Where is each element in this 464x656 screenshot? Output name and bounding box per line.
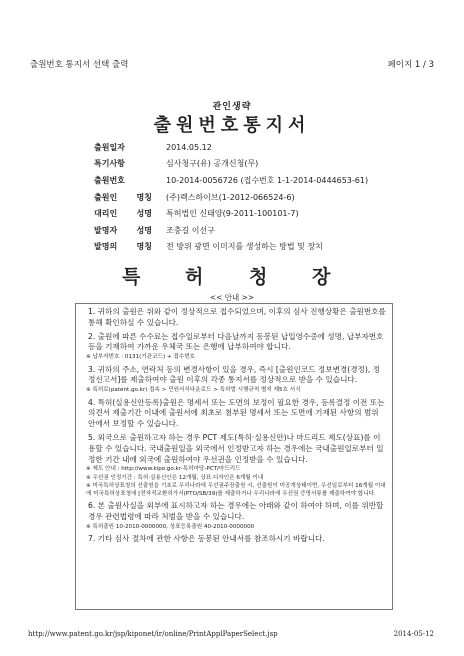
office-char: 청 (249, 266, 268, 288)
info-label: 출원일자 (94, 142, 125, 152)
info-row-inventors (94, 222, 444, 239)
info-row-remarks (94, 156, 444, 173)
info-row-invention-title (94, 239, 444, 256)
info-label: 발명의 명칭 (94, 242, 152, 252)
office-char: 허 (185, 266, 204, 288)
info-value: 특허법인 신태양(9-2011-100101-7) (166, 209, 299, 219)
info-value: 10-2014-0056726 (접수번호 1-1-2014-0444653-61) (166, 175, 369, 185)
seal-omitted-label: 관인생략 (212, 102, 252, 112)
notice-item: 3. 귀하의 주소, 연락처 등의 변경사항이 있을 경우, 즉시 [출원인코드 정보변경(경정), 정정신고서]를 제출하여야 출원 이후의 각종 통지서를 정상적으로 받을 수 있습니다. (88, 364, 380, 385)
office-char: 특 (122, 266, 141, 288)
info-value: 조충길 이선구 (166, 225, 215, 235)
info-label: 발명자 성명 (94, 225, 152, 235)
notice-item: 5. 외국으로 출원하고자 하는 경우 PCT 제도(특허·실용신안)나 마드리드 제도(상표)를 이용할 수 있습니다. 국내출원일을 외국에서 인정받고자 하는 경우에는 국내출원일로부터 일정한 기간 내에 외국에 출원하여야 우선권을 인정받을 수 있습니다. (88, 432, 384, 464)
page-indicator: 페이지 1 / 3 (387, 60, 434, 70)
notice-note: ※ 우선권 인정기간 : 특허·실용신안은 12개월, 상표·디자인은 6개월 이내 (86, 474, 264, 481)
notice-note: ※ 특허출원 10-2010-0000000, 상표등록출원 40-2010-0000000 (86, 523, 255, 530)
notice-item: 4. 특허(실용신안등록)출원은 명세서 또는 도면의 보정이 필요한 경우, 등록결정 이전 또는 의견서 제출기간 이내에 출원서에 최초로 첨부된 명세서 또는 도면에 기재된 사항의 범위 안에서 보정할 수 있습니다. (88, 397, 385, 429)
info-value: 전 방위 광면 이미지를 생성하는 방법 및 장치 (166, 242, 323, 252)
print-url: http://www.patent.go.kr/jsp/kiponet/ir/online/PrintApplPaperSelect.jsp (28, 630, 278, 638)
notice-item: 1. 귀하의 출원은 위와 같이 정상적으로 접수되었으며, 이후의 심사 진행상황은 출원번호를 통해 확인하실 수 있습니다. (88, 307, 386, 327)
notice-note: ※ 특허로(patent.go.kr) 접속 > 민원서식다운로드 > 특허법 시행규칙 별지 제5호 서식 (86, 387, 301, 394)
notice-box (75, 303, 393, 610)
notice-note: ※ 제도 안내 : http://www.kipo.go.kr-특허마당-PCT/마드리드 (86, 466, 241, 473)
info-row-filing-date (94, 139, 444, 156)
application-info (94, 139, 444, 255)
info-value: 심사청구(유) 공개신청(무) (166, 159, 259, 169)
info-value: 2014.05.12 (166, 142, 212, 152)
document-title: 출원번호통지서 (153, 115, 311, 136)
info-value: (주)렉스하이브(1-2012-066524-6) (166, 192, 295, 202)
info-row-agent (94, 205, 444, 222)
notice-note: ※ 미국특허상표청의 선출원을 기초로 우리나라에 우선권주장출원 시, 선출원이 미공개상태이면, 우선일로부터 16개월 이내에 미국특허상표청에 [전자적교환허가서(PTO/SB/39)를 제출하거나 우리나라에 우선권 증명서류를 제출하여야 합니다. (86, 483, 386, 497)
notice-heading: << 안내 >> (209, 293, 255, 302)
info-label: 특기사항 (94, 159, 125, 169)
info-label: 출원번호 (94, 175, 125, 185)
print-date: 2014-05-12 (393, 630, 434, 638)
notice-item: 7. 기타 심사 절차에 관한 사항은 동봉된 안내서를 참조하시기 바랍니다. (88, 534, 325, 543)
office-char: 장 (312, 266, 331, 288)
info-row-applicant (94, 189, 444, 206)
notice-item: 2. 출원에 따른 수수료는 접수일로부터 다음날까지 동봉된 납입영수증에 성명, 납부자번호 등을 기재하여 가까운 우체국 또는 은행에 납부하여야 합니다. (88, 331, 384, 352)
info-label: 대리인 성명 (94, 209, 152, 219)
info-row-application-number (94, 172, 444, 189)
notice-item: 6. 본 출원사실을 외부에 표시하고자 하는 경우에는 아래와 같이 하여야 하며, 이를 위반할 경우 관련법령에 따라 처벌을 받을 수 있습니다. (88, 501, 384, 521)
notice-note: ※ 납부자번호 : 0131(기관코드) + 접수번호 (86, 354, 195, 361)
print-header-title: 출원번호 통지서 선택 출력 (30, 60, 129, 70)
info-label: 출원인 명칭 (94, 192, 152, 202)
